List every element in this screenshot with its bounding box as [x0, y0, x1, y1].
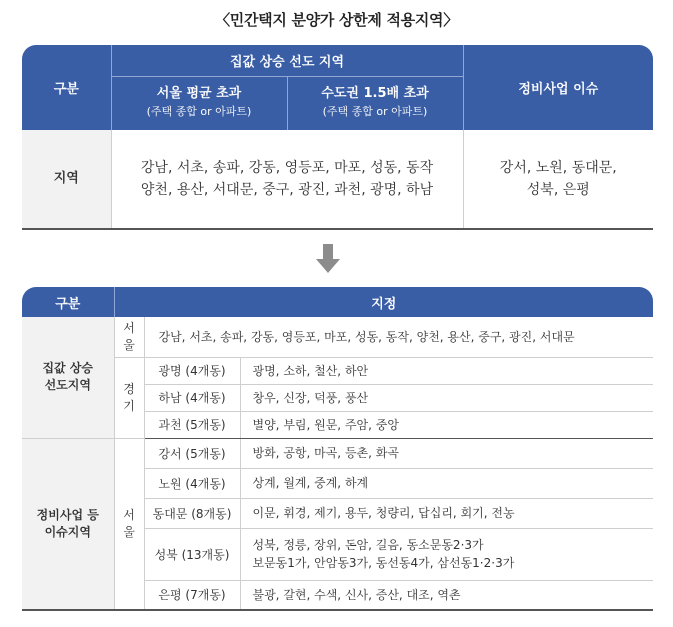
designation-table	[22, 287, 653, 611]
header2-designation: 지정	[114, 287, 653, 317]
issue-region-dongs: 불광, 갈현, 수색, 신사, 증산, 대조, 역촌	[240, 580, 653, 610]
issue-region-dongs: 이문, 휘경, 제기, 용두, 청량리, 답십리, 회기, 전농	[240, 498, 653, 528]
down-arrow-icon	[316, 244, 340, 274]
header-seoul-avg	[111, 76, 287, 130]
seoul-char1: 서	[123, 320, 135, 335]
seoul-char2: 울	[123, 337, 135, 352]
group-issue-line2: 이슈지역	[44, 524, 91, 539]
issue-region-name: 은평 (7개동)	[144, 580, 240, 610]
gyeonggi-region-dongs: 창우, 신장, 덕풍, 풍산	[240, 384, 653, 411]
group-leading-line2: 선도지역	[44, 378, 91, 393]
gyeonggi-region-name: 광명 (4개동)	[144, 357, 240, 384]
page-title: 〈민간택지 분양가 상한제 적용지역〉	[215, 11, 458, 29]
issue-regions-cell	[463, 130, 653, 229]
seoul2-label	[114, 438, 144, 610]
header-metro-label: 수도권 1.5배 초과	[321, 86, 429, 102]
issue-regions-line1: 강서, 노원, 동대문,	[499, 160, 617, 176]
gyeonggi-region-name: 하남 (4개동)	[144, 384, 240, 411]
issue-regions-line2: 성북, 은평	[526, 182, 590, 198]
seoul-label	[114, 317, 144, 357]
header-metro-sub: (주택 종합 or 아파트)	[322, 105, 428, 119]
group-leading-line1: 집값 상승	[42, 361, 94, 376]
seoul2-char1: 서	[123, 507, 135, 522]
issue-region-name: 성북 (13개동)	[144, 528, 240, 580]
header-metro	[287, 76, 463, 130]
header-seoul-avg-label: 서울 평균 초과	[156, 86, 242, 102]
gyeonggi-region-name: 과천 (5개동)	[144, 411, 240, 438]
gyeonggi-label	[114, 357, 144, 438]
header-issue: 정비사업 이슈	[463, 45, 653, 130]
issue-dongs-line1: 성북, 정릉, 장위, 돈암, 길음, 동소문동2·3가	[252, 538, 484, 552]
issue-region-dongs: 상계, 월계, 중계, 하계	[240, 468, 653, 498]
group-issue-line1: 정비사업 등	[36, 507, 99, 522]
header-gubun: 구분	[22, 45, 111, 130]
gyeonggi-region-dongs: 별양, 부림, 원문, 주암, 중앙	[240, 411, 653, 438]
issue-region-dongs: 방화, 공항, 마곡, 등촌, 화곡	[240, 438, 653, 468]
issue-region-name: 노원 (4개동)	[144, 468, 240, 498]
gyeonggi-char2: 기	[123, 398, 135, 413]
row-label-region: 지역	[22, 130, 111, 229]
header-seoul-avg-sub: (주택 종합 or 아파트)	[146, 105, 252, 119]
group-leading-label	[22, 317, 114, 438]
seoul2-char2: 울	[123, 524, 135, 539]
header-leading-group: 집값 상승 선도 지역	[111, 45, 463, 76]
seoul-regions: 강남, 서초, 송파, 강동, 영등포, 마포, 성동, 동작, 양천, 용산, 중구, 광진, 서대문	[144, 317, 653, 357]
leading-regions-line2: 양천, 용산, 서대문, 중구, 광진, 과천, 광명, 하남	[140, 182, 434, 198]
gyeonggi-region-dongs: 광명, 소하, 철산, 하안	[240, 357, 653, 384]
header2-gubun: 구분	[22, 287, 114, 317]
issue-region-name: 동대문 (8개동)	[144, 498, 240, 528]
issue-region-dongs	[240, 528, 653, 580]
issue-dongs-line2: 보문동1가, 안암동3가, 동선동4가, 삼선동1·2·3가	[252, 556, 515, 570]
issue-region-name: 강서 (5개동)	[144, 438, 240, 468]
summary-table	[22, 45, 653, 230]
group-issue-label	[22, 438, 114, 610]
leading-regions-cell	[111, 130, 463, 229]
leading-regions-line1: 강남, 서초, 송파, 강동, 영등포, 마포, 성동, 동작	[140, 160, 434, 176]
gyeonggi-char1: 경	[123, 381, 135, 396]
